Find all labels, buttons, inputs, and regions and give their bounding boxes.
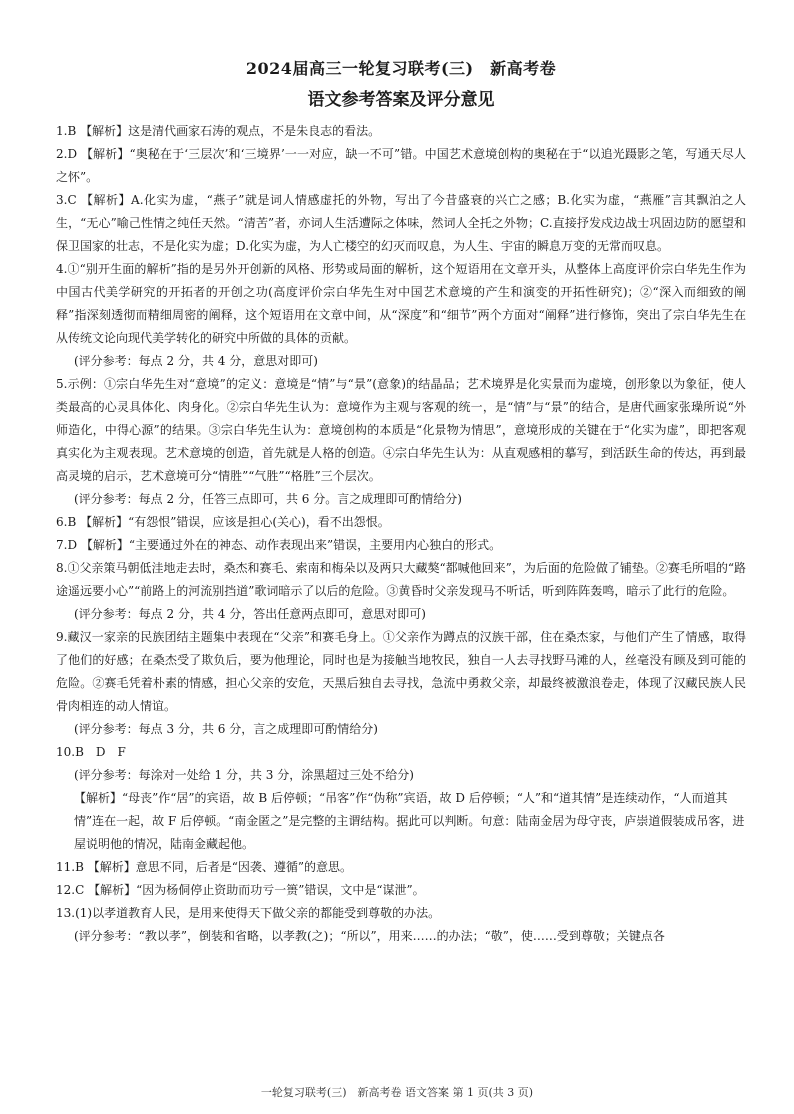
scoring-note-9: (评分参考：每点 3 分，共 6 分，言之成理即可酌情给分) [74, 722, 378, 736]
answer-item-2: 2.D 【解析】“奥秘在于‘三层次’和‘三境界’一一对应，缺一不可”错。中国艺术意境创构的奥秘在于“以追光蹑影之笔，写通天尽人之怀”。 [56, 147, 746, 184]
scoring-note-10: (评分参考：每涂对一处给 1 分，共 3 分，涂黑超过三处不给分) [74, 768, 414, 782]
page-title: 2024届高三一轮复习联考(三) 新高考卷 [245, 59, 557, 78]
answer-item-11: 11.B 【解析】意思不同，后者是“因袭、遵循”的意思。 [56, 860, 352, 874]
answer-item-5: 5.示例：①宗白华先生对“意境”的定义：意境是“情”与“景”(意象)的结晶品；艺术境界是化实景而为虚境，创形象以为象征，使人类最高的心灵具体化、肉身化。②宗白华先生认为：意境作为主观与客观的统一，是“情”与“景”的结合，是唐代画家张璪所说“外师造化，中得心源”的结果。③宗白华先生认为：意境创构的本质是“化景物为情思”，意境形成的关键在于“化实为虚”，即把客观真实化为主观表现。艺术意境的创造，首先就是人格的创造。④宗白华先生认为：从直观感相的摹写，到活跃生命的传达，再到最高灵境的启示，艺术意境可分“情胜”“气胜”“格胜”三个层次。 [56, 377, 746, 483]
scoring-note-5: (评分参考：每点 2 分，任答三点即可，共 6 分。言之成理即可酌情给分) [74, 492, 462, 506]
answer-list [56, 120, 746, 948]
answer-item-1: 1.B 【解析】这是清代画家石涛的观点，不是朱良志的看法。 [56, 124, 381, 138]
answer-item-9: 9.藏汉一家亲的民族团结主题集中表现在“父亲”和赛毛身上。①父亲作为蹲点的汉族干部，住在桑杰家，与他们产生了情感，取得了他们的好感；在桑杰受了欺负后，要为他理论，同时也是为接触当地牧民，独自一人去寻找野马滩的人，丝毫没有顾及到可能的危险。②赛毛凭着朴素的情感，担心父亲的安危，天黑后独自去寻找，急流中勇救父亲，却最终被激浪卷走，体现了汉藏民族人民骨肉相连的动人情谊。 [56, 630, 746, 713]
answer-item-6: 6.B 【解析】“有怨恨”错误，应该是担心(关心)，看不出怨恨。 [56, 515, 390, 529]
answer-item-4: 4.①“别开生面的解析”指的是另外开创新的风格、形势或局面的解析，这个短语用在文章开头，从整体上高度评价宗白华先生作为中国古代美学研究的开拓者的开创之功(高度评价宗白华先生对中国艺术意境的产生和演变的开拓性研究)；②“深入而细致的阐释”指深刻透彻而精细周密的阐释，这个短语用在文章中间，从“深度”和“细节”两个方面对“阐释”进行修饰，突出了宗白华先生在从传统文论向现代美学转化的研究中所做的具体的贡献。 [56, 262, 746, 345]
answer-item-7: 7.D 【解析】“主要通过外在的神态、动作表现出来”错误，主要用内心独白的形式。 [56, 538, 502, 552]
answer-item-8: 8.①父亲策马朝低洼地走去时，桑杰和赛毛、索南和梅朵以及两只大藏獒“都喊他回来”，为后面的危险做了铺垫。②赛毛所唱的“路途遥远要小心”“前路上的河流别挡道”歌词暗示了以后的危险。③黄昏时父亲发现马不听话，听到阵阵轰鸣，暗示了此行的危险。 [56, 561, 746, 598]
answer-item-3: 3.C 【解析】A.化实为虚，“燕子”就是词人情感虚托的外物，写出了今昔盛衰的兴亡之感；B.化实为虚，“燕雁”言其飘泊之人生，“无心”喻己性情之纯任天然。“清苦”者，亦词人生活遭际之体味，然词人全托之外物；C.直接抒发戍边战士巩固边防的愿望和保卫国家的壮志，不是化实为虚；D.化实为虚，为人亡楼空的幻灭而叹息，为人生、宇宙的瞬息万变的无常而叹息。 [56, 193, 746, 253]
page-footer: 一轮复习联考(三) 新高考卷 语文答案 第 1 页(共 3 页) [260, 1086, 534, 1099]
answer-item-13: 13.(1)以孝道教育人民，是用来使得天下做父亲的都能受到尊敬的办法。 [56, 906, 441, 920]
answer-item-10: 10.B D F [56, 745, 126, 759]
scoring-note-13: (评分参考：“教以孝”，倒装和省略，以孝教(之)；“所以”，用来……的办法；“敬”，使……受到尊敬；关键点各 [74, 929, 665, 943]
scoring-note-8: (评分参考：每点 2 分，共 4 分，答出任意两点即可，意思对即可) [74, 607, 426, 621]
page-subtitle: 语文参考答案及评分意见 [307, 90, 495, 110]
answer-item-12: 12.C 【解析】“因为杨侗停止资助而功亏一篑”错误，文中是“谋泄”。 [56, 883, 425, 897]
scoring-note-4: (评分参考：每点 2 分，共 4 分，意思对即可) [74, 354, 318, 368]
analysis-note-10: 【解析】“母丧”作“居”的宾语，故 B 后停顿；“吊客”作“伪称”宾语，故 D 后停顿；“人”和“道其情”是连续动作，“人而道其情”连在一起，故 F 后停顿。“南金匿之”是完整的主谓结构。据此可以判断。句意：陆南金居为母守丧，庐崇道假装成吊客，进屋说明他的情况，陆南金藏起他。 [74, 791, 745, 851]
